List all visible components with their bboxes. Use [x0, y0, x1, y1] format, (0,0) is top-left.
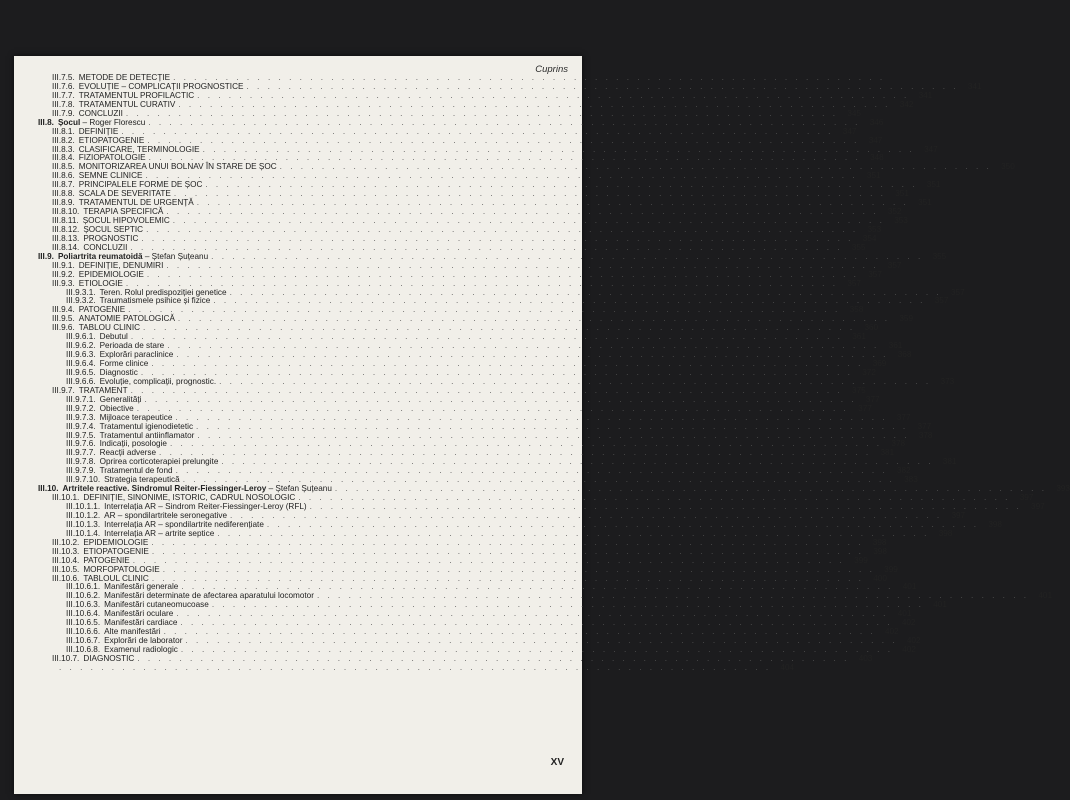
toc-entry-title-text: Reacții adverse [99, 448, 157, 458]
toc-entry-number: III.8.8. [52, 189, 75, 199]
dot-leader: . . . . . . . . . . . . . . . . . . . . . . . . . . . . . . . . . . . . . . . . . . . . . . . . . . . . . . . . . . . . . . . . . . . . [219, 376, 932, 386]
toc-entry-number: III.8.9. [52, 198, 75, 208]
dot-leader: . . . . . . . . . . . . . . . . . . . . . . . . . . . . . . . . . . . . . . . . . . . . . . . . . . . . . . . . . . . . . . . . . . . . [309, 502, 1022, 511]
toc-entry-page-number: 351 [926, 180, 941, 190]
dot-leader: . . . . . . . . . . . . . . . . . . . . . . . . . . . . . . . . . . . . . . . . . . . . . . . . . . . . . . . . . . . . . . . . . . . . [211, 251, 924, 261]
toc-entry-number: III.7.5. [52, 73, 75, 82]
toc-entry-page-number: 358 [849, 305, 864, 315]
dot-leader: . . . . . . . . . . . . . . . . . . . . . . . . . . . . . . . . . . . . . . . . . . . . . . . . . . . . . . . . . . . . . . . . . . . . [148, 153, 861, 163]
toc-entry-title-text: Manifestări determinate de afectarea aparatului locomotor [104, 591, 314, 601]
toc-entry-title-text: PRINCIPALELE FORME DE ȘOC [78, 180, 203, 190]
toc-entry-number: III.8.10. [52, 207, 80, 217]
dot-leader: . . . . . . . . . . . . . . . . . . . . . . . . . . . . . . . . . . . . . . . . . . . . . . . . . . . . . . . . . . . . . . . . . . . . [279, 162, 992, 172]
toc-entry-page-number: 375 [852, 385, 866, 395]
dot-leader: . . . . . . . . . . . . . . . . . . . . . . . . . . . . . . . . . . . . . . . . . . . . . . . . . . . . . . . . . . . . . . . . . . . . [197, 90, 910, 100]
toc-entry-title-text: TRATAMENTUL CURATIV [78, 99, 176, 109]
toc-entry-number: III.8.11. [52, 216, 79, 225]
toc-entry-title-text: TABLOU CLINIC [78, 323, 141, 333]
toc-entry-title-text: PATOGENIE [83, 555, 130, 565]
dot-leader: . . . . . . . . . . . . . . . . . . . . . . . . . . . . . . . . . . . . . . . . . . . . . . . . . . . . . . . . . . . . . . . . . . . . [141, 233, 854, 243]
toc-entry-number: III.9.4. [52, 305, 75, 315]
toc-entry-number: III.9.3.1. [66, 287, 96, 297]
toc-entry-number: III.9.7.6. [66, 439, 96, 449]
toc-entry-title-text: ETIOPATOGENIE [83, 546, 149, 556]
toc-entry-page-number: 400 [873, 573, 887, 583]
dot-leader: . . . . . . . . . . . . . . . . . . . . . . . . . . . . . . . . . . . . . . . . . . . . . . . . . . . . . . . . . . . . . . . . . . . . [136, 403, 849, 413]
toc-entry-title-text: ETIOPATOGENIE [78, 135, 145, 145]
running-header: Cuprins [535, 64, 568, 75]
toc-entry-page-number: 393 [1056, 484, 1070, 494]
dot-leader: . . . . . . . . . . . . . . . . . . . . . . . . . . . . . . . . . . . . . . . . . . . . . . . . . . . . . . . . . . . . . . . . . . . . [151, 546, 864, 556]
toc-entry-number: III.9.6.6. [66, 376, 96, 386]
dot-leader: . . . . . . . . . . . . . . . . . . . . . . . . . . . . . . . . . . . . . . . . . . . . . . . . . . . . . . . . . . . . . . . . . . . . [202, 144, 915, 154]
toc-entry-page-number: 402 [885, 627, 899, 637]
toc-entry-page-number: 398 [873, 546, 887, 556]
toc-entry-title-text: EPIDEMIOLOGIE [78, 269, 144, 279]
dot-leader: . . . . . . . . . . . . . . . . . . . . . . . . . . . . . . . . . . . . . . . . . . . . . . . . . . . . . . . . . . . . . . . . . . . . [316, 591, 1030, 601]
toc-entry-title-text: FIZIOPATOLOGIE [78, 153, 146, 163]
toc-entry-page-number: 347 [868, 135, 883, 145]
dot-leader: . . . . . . . . . . . . . . . . . . . . . . . . . . . . . . . . . . . . . . . . . . . . . . . . . . . . . . . . . . . . . . . . . . . . [166, 260, 879, 270]
toc-entry-number: III.9.7.8. [66, 457, 96, 467]
toc-entry-title-text: PATOGENIE [78, 305, 126, 315]
toc-entry-title-text: TERAPIA SPECIFICĂ [83, 207, 164, 217]
toc-entry-page-number: 357 [868, 269, 882, 279]
toc-entry-page-number: 351 [895, 189, 909, 199]
toc-entry-title-text: Debutul [99, 332, 128, 342]
dot-leader: . . . . . . . . . . . . . . . . . . . . . . . . . . . . . . . . . . . . . . . . . . . . . . . . . . . . . . . . . . . . . . . . . . . . [128, 305, 841, 315]
toc-entry-number: III.7.7. [52, 90, 75, 100]
toc-entry-title-text: Perioada de stare [99, 341, 165, 351]
dot-leader: . . . . . . . . . . . . . . . . . . . . . . . . . . . . . . . . . . . . . . . . . . . . . . . . . . . . . . . . . . . . . . . . . . . . [137, 653, 850, 663]
toc-entry-number: III.8.6. [52, 171, 75, 181]
toc-entry-number: III.8.4. [52, 153, 75, 163]
dot-leader: . . . . . . . . . . . . . . . . . . . . . . . . . . . . . . . . . . . . . . . . . . . . . . . . . . . . . . . . . . . . . . . . . . . . [205, 180, 918, 190]
dot-leader: . . . . . . . . . . . . . . . . . . . . . . . . . . . . . . . . . . . . . . . . . . . . . . . . . . . . . . . . . . . . . . . . . . . . [334, 484, 1047, 494]
toc-entry-author: – Roger Florescu [80, 117, 146, 127]
toc-entry-number: III.10.6.8. [66, 645, 101, 654]
toc-entry-number: III.8. [38, 117, 54, 127]
toc-entry-title-text: ANATOMIE PATOLOGICĂ [78, 314, 175, 324]
toc-entry-number: III.7.8. [52, 99, 75, 109]
toc-entry-title-text: Artritele reactive. Sindromul Reiter-Fiessinger-Leroy [62, 484, 267, 494]
toc-entry-number: III.9.6.3. [66, 350, 96, 360]
dot-leader: . . . . . . . . . . . . . . . . . . . . . . . . . . . . . . . . . . . . . . . . . . . . . . . . . . . . . . . . . . . . . . . . . . . . [151, 359, 864, 368]
toc-entry-page-number: 351 [918, 198, 932, 208]
toc-entry-number: III.9.7.9. [66, 466, 96, 476]
toc-entry-number: III.9.6. [52, 323, 75, 333]
dot-leader: . . . . . . . . . . . . . . . . . . . . . . . . . . . . . . . . . . . . . . . . . . . . . . . . . . . . . . . . . . . . . . . . . . . . [213, 296, 926, 306]
toc-entry-title-text: Tratamentul de fond [99, 466, 173, 476]
toc-entry-page-number: 350 [1001, 162, 1015, 172]
dot-leader: . . . . . . . . . . . . . . . . . . . . . . . . . . . . . . . . . . . . . . . . . . . . . . . . . . . . . . . . . . . . . . . . . . . . [132, 555, 845, 565]
toc-entry-number: III.8.7. [52, 180, 75, 190]
toc-entry-title-text: Teren. Rolul predispoziției genetice [99, 287, 227, 297]
toc-entry-number: III.9.1. [52, 260, 75, 270]
toc-entry-page-number: 353 [894, 216, 908, 225]
toc-entry-title-text: Șocul [57, 117, 81, 127]
dot-leader: . . . . . . . . . . . . . . . . . . . . . . . . . . . . . . . . . . . . . . . . . . . . . . . . . . . . . . . . . . . . . . . . . . . . [180, 645, 893, 654]
dot-leader: . . . . . . . . . . . . . . . . . . . . . . . . . . . . . . . . . . . . . . . . . . . . . . . . . . . . . . . . . . . . . . . . . . . . [185, 636, 898, 646]
toc-entry-page-number: 357 [887, 260, 902, 270]
dot-leader: . . . . . . . . . . . . . . . . . . . . . . . . . . . . . . . . . . . . . . . . . . . . . . . . . . . . . . . . . . . . . . . . . . . . [151, 573, 864, 583]
toc-entry-title-text: TABLOUL CLINIC [83, 573, 149, 583]
toc-entry-page-number: 342 [899, 99, 914, 109]
toc-entry-number: III.9.7.3. [66, 412, 96, 422]
toc-entry-page-number: 397 [951, 510, 966, 520]
toc-entry-page-number: 398 [938, 528, 953, 538]
toc-entry-number: III.7.6. [52, 81, 75, 91]
toc-entry-page-number: 347 [924, 144, 938, 154]
dot-leader: . . . . . . . . . . . . . . . . . . . . . . . . . . . . . . . . . . . . . . . . . . . . . . . . . . . . . . . . . . . . . . . . . . . . [196, 421, 909, 431]
toc-entry-number: III.10.6.4. [66, 609, 101, 619]
toc-entry-title-text: TRATAMENTUL PROFILACTIC [78, 90, 195, 100]
toc-entry-number: III.10.3. [52, 546, 80, 556]
dot-leader: . . . . . . . . . . . . . . . . . . . . . . . . . . . . . . . . . . . . . . . . . . . . . . . . . . . . . . . . . . . . . . . . . . . . [177, 314, 891, 324]
toc-entry-number: III.9.6.2. [66, 341, 96, 351]
toc-entry-number: III.10.1.4. [66, 528, 101, 538]
toc-entry-title-text: Forme clinice [99, 359, 149, 368]
dot-leader: . . . . . . . . . . . . . . . . . . . . . . . . . . . . . . . . . . . . . . . . . . . . . . . . . . . . . . . . . . . . . . . . . . . . [59, 662, 772, 672]
toc-entry-page-number: 377 [865, 394, 880, 404]
toc-entry-title-text: Traumatismele psihice și fizice [99, 296, 211, 306]
dot-leader: . . . . . . . . . . . . . . . . . . . . . . . . . . . . . . . . . . . . . . . . . . . . . . . . . . . . . . . . . . . . . . . . . . . . [130, 385, 843, 395]
toc-entry-title-text: Interrelația AR – spondilartrite nediferențiate [104, 519, 264, 529]
toc-entry-title-text: SCALA DE SEVERITATE [78, 189, 171, 199]
toc-entry-title-text: Tratamentul igienodietetic [99, 421, 194, 431]
toc-entry-number: III.9.7.2. [66, 403, 96, 413]
dot-leader: . . . . . . . . . . . . . . . . . . . . . . . . . . . . . . . . . . . . . . . . . . . . . . . . . . . . . . . . . . . . . . . . . . . . [159, 448, 872, 458]
dot-leader: . . . . . . . . . . . . . . . . . . . . . . . . . . . . . . . . . . . . . . . . . . . . . . . . . . . . . . . . . . . . . . . . . . . . [121, 126, 834, 136]
toc-entry-page-number: 383 [904, 475, 918, 485]
toc-entry-title-text: Manifestări cardiace [104, 618, 178, 628]
toc-entry-title-text: DEFINIȚIE [78, 126, 119, 136]
toc-entry-page-number: 398 [872, 537, 887, 547]
toc-entry-title-text: ȘOCUL HIPOVOLEMIC [82, 216, 170, 225]
toc-entry-page-number: 399 [884, 564, 898, 574]
toc-entry-page-number: 401 [1038, 591, 1053, 601]
toc-entry-number: III.9.6.5. [66, 367, 96, 377]
toc-entry-number: III.9.6.1. [66, 332, 96, 342]
dot-leader: . . . . . . . . . . . . . . . . . . . . . . . . . . . . . . . . . . . . . . . . . . . . . . . . . . . . . . . . . . . . . . . . . . . . [175, 412, 888, 422]
toc-entry-title-text: Examenul radiologic [104, 645, 178, 654]
toc-entry-number: III.9.5. [52, 314, 75, 324]
toc-entry-number: III.10.5. [52, 564, 80, 574]
toc-entry-number: III.10.1.2. [66, 510, 101, 520]
toc-entry-page-number: 402 [902, 645, 916, 654]
toc-entry-page-number: 353 [867, 224, 882, 234]
toc-entry-page-number: 381 [942, 457, 957, 467]
dot-leader: . . . . . . . . . . . . . . . . . . . . . . . . . . . . . . . . . . . . . . . . . . . . . . . . . . . . . . . . . . . . . . . . . . . . [151, 537, 864, 547]
toc-entry-page-number: 361 [888, 341, 903, 351]
toc-entry-title-text: PROGNOSTIC [83, 233, 139, 243]
dot-leader: . . . . . . . . . . . . . . . . . . . . . . . . . . . . . . . . . . . . . . . . . . . . . . . . . . . . . . . . . . . . . . . . . . . . [125, 108, 838, 118]
toc-entry-title-text: SEMNE CLINICE [78, 171, 143, 181]
toc-entry-title-text: DEFINIȚIE, SINONIME, ISTORIC, CADRUL NOSOLOGIC [83, 493, 296, 503]
toc-entry-page-number: 341 [967, 81, 982, 91]
dot-leader: . . . . . . . . . . . . . . . . . . . . . . . . . . . . . . . . . . . . . . . . . . . . . . . . . . . . . . . . . . . . . . . . . . . . [125, 278, 838, 288]
toc-entry-title-text: TRATAMENT [78, 385, 128, 395]
toc-entry-title-text: EVOLUȚIE – COMPLICAȚII PROGNOSTICE [78, 81, 244, 91]
toc-entry-title-text: Indicații, posologie [99, 439, 167, 449]
dot-leader: . . . . . . . . . . . . . . . . . . . . . . . . . . . . . . . . . . . . . . . . . . . . . . . . . . . . . . . . . . . . . . . . . . . . [229, 287, 942, 297]
toc-entry-page-number: 346 [869, 117, 884, 127]
dot-leader: . . . . . . . . . . . . . . . . . . . . . . . . . . . . . . . . . . . . . . . . . . . . . . . . . . . . . . . . . . . . . . . . . . . . [143, 323, 856, 333]
toc-entry-number: III.10.1.1. [66, 502, 101, 511]
toc-entry-number: III.8.3. [52, 144, 75, 154]
dot-leader: . . . . . . . . . . . . . . . . . . . . . . . . . . . . . . . . . . . . . . . . . . . . . . . . . . . . . . . . . . . . . . . . . . . . [144, 394, 857, 404]
toc-entry-title-text: Mijloace terapeutice [99, 412, 173, 422]
dot-leader: . . . . . . . . . . . . . . . . . . . . . . . . . . . . . . . . . . . . . . . . . . . . . . . . . . . . . . . . . . . . . . . . . . . . [167, 341, 880, 351]
dot-leader: . . . . . . . . . . . . . . . . . . . . . . . . . . . . . . . . . . . . . . . . . . . . . . . . . . . . . . . . . . . . . . . . . . . . [173, 73, 886, 82]
dot-leader: . . . . . . . . . . . . . . . . . . . . . . . . . . . . . . . . . . . . . . . . . . . . . . . . . . . . . . . . . . . . . . . . . . . . [130, 242, 843, 252]
toc-entry-title-text: CLASIFICARE, TERMINOLOGIE [78, 144, 200, 154]
toc-entry-page-number: 345 [847, 108, 861, 118]
dot-leader: . . . . . . . . . . . . . . . . . . . . . . . . . . . . . . . . . . . . . . . . . . . . . . . . . . . . . . . . . . . . . . . . . . . . [146, 269, 859, 279]
toc-entry-title-text: Generalități [99, 394, 142, 404]
toc-entry-page-number: 372 [862, 367, 876, 377]
toc-entry-number: III.10.6.3. [66, 600, 101, 610]
toc-entry-page-number: 402 [901, 618, 916, 628]
toc-entry-number: III.10.6.5. [66, 618, 101, 628]
toc-entry-page-number: 377 [917, 421, 932, 431]
toc-entry-page-number: 354 [862, 233, 877, 243]
toc-entry-author: – Ștefan Șuțeanu [266, 484, 332, 494]
toc-entry-title-text: ETIOLOGIE [78, 278, 123, 288]
dot-leader: . . . . . . . . . . . . . . . . . . . . . . . . . . . . . . . . . . . . . . . . . . . . . . . . . . . . . . . . . . . . . . . . . . . . [130, 332, 843, 342]
dot-leader: . . . . . . . . . . . . . . . . . . . . . . . . . . . . . . . . . . . . . . . . . . . . . . . . . . . . . . . . . . . . . . . . . . . . [197, 430, 910, 440]
toc-entry-title-text: Obiective [99, 403, 134, 413]
toc-entry-page-number: 360 [864, 323, 879, 333]
toc-entry-title-text: EPIDEMIOLOGIE [83, 537, 149, 547]
toc-entry-number: III.10.6.7. [66, 636, 101, 646]
toc-entry-number: III.10.7. [52, 653, 80, 663]
toc-entry-title-text: DEFINIȚIE, DENUMIRI [78, 260, 164, 270]
toc-entry-title-text: Evoluție, complicații, prognostic. [99, 376, 217, 386]
dot-leader: . . . . . . . . . . . . . . . . . . . . . . . . . . . . . . . . . . . . . . . . . . . . . . . . . . . . . . . . . . . . . . . . . . . . [178, 99, 891, 109]
dot-leader: . . . . . . . . . . . . . . . . . . . . . . . . . . . . . . . . . . . . . . . . . . . . . . . . . . . . . . . . . . . . . . . . . . . . [266, 519, 979, 529]
toc-entry-number: III.8.12. [52, 224, 80, 234]
toc-entry-page-number: 347 [842, 126, 857, 136]
toc-entry-page-number: 378 [891, 439, 906, 449]
toc-entry-number: III.8.14. [52, 242, 80, 252]
toc-entry-number: III.9.7. [52, 385, 75, 395]
toc-entry-number: III.9.7.4. [66, 421, 96, 431]
toc-entry-number: III.8.2. [52, 135, 75, 145]
dot-leader: . . . . . . . . . . . . . . . . . . . . . . . . . . . . . . . . . . . . . . . . . . . . . . . . . . . . . . . . . . . . . . . . . . . . [148, 117, 861, 127]
toc-entry-page-number: 403 [858, 653, 873, 663]
toc-entry-page-number: 397 [1031, 502, 1045, 511]
dot-leader: . . . . . . . . . . . . . . . . . . . . . . . . . . . . . . . . . . . . . . . . . . . . . . . . . . . . . . . . . . . . . . . . . . . . [163, 627, 876, 637]
toc-entry-title-text: DIAGNOSTIC [83, 653, 135, 663]
toc-entry-page-number: 357 [934, 296, 949, 306]
dot-leader: . . . . . . . . . . . . . . . . . . . . . . . . . . . . . . . . . . . . . . . . . . . . . . . . . . . . . . . . . . . . . . . . . . . . [147, 135, 860, 145]
toc-entry-title-text: Alte manifestări [104, 627, 161, 637]
dot-leader: . . . . . . . . . . . . . . . . . . . . . . . . . . . . . . . . . . . . . . . . . . . . . . . . . . . . . . . . . . . . . . . . . . . . [166, 207, 879, 217]
toc-entry-number: III.10.6.2. [66, 591, 101, 601]
toc-entry-page-number: 378 [918, 430, 933, 440]
toc-entry-title-text: Interrelația AR – Sindrom Reiter-Fiessinger-Leroy (RFL) [104, 502, 307, 511]
toc-entry-number: III.9.6.4. [66, 359, 96, 368]
toc-entry-number: III.10.6.6. [66, 627, 101, 637]
dot-leader: . . . . . . . . . . . . . . . . . . . . . . . . . . . . . . . . . . . . . . . . . . . . . . . . . . . . . . . . . . . . . . . . . . . . [169, 439, 883, 449]
toc-entry-number: III.9.7.7. [66, 448, 96, 458]
toc-entry-page-number: 361 [852, 332, 866, 342]
toc-entry-page-number: 377 [858, 403, 872, 413]
toc-entry-title-text: Manifestări oculare [104, 609, 174, 619]
toc-entry [38, 662, 795, 673]
toc-entry-page-number: 398 [988, 519, 1002, 529]
toc-entry-title-text: Interrelația AR – artrite septice [104, 528, 215, 538]
toc-entry-number: III.10.6. [52, 573, 80, 583]
toc-entry-number: III.8.1. [52, 126, 75, 136]
toc-entry-title-text: Strategia terapeutică [104, 475, 180, 485]
toc-entry-page-number: 355 [851, 242, 866, 252]
toc-entry-number: III.10.1.3. [66, 519, 101, 529]
toc-entry-title-text: Manifestări cutaneomucoase [104, 600, 209, 610]
dot-leader: . . . . . . . . . . . . . . . . . . . . . . . . . . . . . . . . . . . . . . . . . . . . . . . . . . . . . . . . . . . . . . . . . . . . [217, 528, 930, 538]
toc-entry-number: III.9.2. [52, 269, 75, 279]
toc-entry-number: III.8.13. [52, 233, 80, 243]
toc-entry-title-text: Oprirea corticoterapiei prelungite [99, 457, 219, 467]
dot-leader: . . . . . . . . . . . . . . . . . . . . . . . . . . . . . . . . . . . . . . . . . . . . . . . . . . . . . . . . . . . . . . . . . . . . [221, 457, 934, 467]
toc-entry-title-text: TRATAMENTUL DE URGENȚĂ [78, 198, 194, 208]
toc-entry-page-number: 348 [870, 153, 884, 163]
toc-entry-title-text: Poliartrita reumatoidă [57, 251, 143, 261]
toc-entry-page-number: 369 [872, 359, 887, 368]
toc-entry-title-text: Diagnostic [99, 367, 138, 377]
toc-entry-page-number: 381 [880, 448, 895, 458]
book-page [14, 56, 1070, 794]
toc-entry-page-number: 373 [940, 376, 955, 386]
dot-leader: . . . . . . . . . . . . . . . . . . . . . . . . . . . . . . . . . . . . . . . . . . . . . . . . . . . . . . . . . . . . . . . . . . . . [298, 493, 1011, 503]
toc-entry-number: III.9.7.5. [66, 430, 96, 440]
toc-entry-title-text: Explorări paraclinice [99, 350, 174, 360]
dot-leader: . . . . . . . . . . . . . . . . . . . . . . . . . . . . . . . . . . . . . . . . . . . . . . . . . . . . . . . . . . . . . . . . . . . . [146, 224, 859, 234]
toc-entry-title-text: Explorări de laborator [104, 636, 183, 646]
dot-leader: . . . . . . . . . . . . . . . . . . . . . . . . . . . . . . . . . . . . . . . . . . . . . . . . . . . . . . . . . . . . . . . . . . . . [172, 216, 885, 225]
toc-entry-title-text: Tratamentul antiinflamator [99, 430, 195, 440]
toc-entry-number: III.9.3. [52, 278, 75, 288]
toc-entry-page-number: 382 [897, 466, 911, 476]
dot-leader: . . . . . . . . . . . . . . . . . . . . . . . . . . . . . . . . . . . . . . . . . . . . . . . . . . . . . . . . . . . . . . . . . . . . [145, 171, 858, 181]
toc-entry-number: III.10. [38, 484, 59, 494]
toc-entry-number: III.10.6.1. [66, 582, 101, 592]
toc-entry-number: III.9. [38, 251, 54, 261]
toc-entry-page-number: 404 [780, 662, 795, 672]
toc-entry-number: III.10.4. [52, 555, 80, 565]
toc-entry-title-text: ȘOCUL SEPTIC [83, 224, 144, 234]
dot-leader: . . . . . . . . . . . . . . . . . . . . . . . . . . . . . . . . . . . . . . . . . . . . . . . . . . . . . . . . . . . . . . . . . . . . [176, 609, 889, 619]
toc-entry-page-number: 377 [896, 412, 911, 422]
dot-leader: . . . . . . . . . . . . . . . . . . . . . . . . . . . . . . . . . . . . . . . . . . . . . . . . . . . . . . . . . . . . . . . . . . . . [182, 475, 895, 485]
toc-entry-title-text: AR – spondilartritele seronegative [104, 510, 228, 520]
toc-entry-page-number: 355 [932, 251, 947, 261]
toc-entry-page-number: 402 [906, 636, 921, 646]
toc-entry-title-text: MONITORIZAREA UNUI BOLNAV ÎN STARE DE ȘOC [78, 162, 277, 172]
toc-entry-number: III.9.3.2. [66, 296, 96, 306]
table-of-contents [38, 73, 1070, 673]
toc-entry-page-number: 399 [854, 555, 868, 565]
dot-leader: . . . . . . . . . . . . . . . . . . . . . . . . . . . . . . . . . . . . . . . . . . . . . . . . . . . . . . . . . . . . . . . . . . . . [196, 198, 909, 208]
dot-leader: . . . . . . . . . . . . . . . . . . . . . . . . . . . . . . . . . . . . . . . . . . . . . . . . . . . . . . . . . . . . . . . . . . . . [175, 466, 888, 476]
toc-entry-title-text: MORFOPATOLOGIE [83, 564, 160, 574]
dot-leader: . . . . . . . . . . . . . . . . . . . . . . . . . . . . . . . . . . . . . . . . . . . . . . . . . . . . . . . . . . . . . . . . . . . . [180, 618, 893, 628]
toc-entry-number: III.8.5. [52, 162, 75, 172]
toc-entry-page-number: 401 [897, 609, 912, 619]
toc-entry-page-number: 357 [951, 287, 965, 297]
dot-leader: . . . . . . . . . . . . . . . . . . . . . . . . . . . . . . . . . . . . . . . . . . . . . . . . . . . . . . . . . . . . . . . . . . . . [140, 367, 853, 377]
dot-leader: . . . . . . . . . . . . . . . . . . . . . . . . . . . . . . . . . . . . . . . . . . . . . . . . . . . . . . . . . . . . . . . . . . . . [211, 600, 924, 610]
toc-entry-page-number: 352 [887, 207, 902, 217]
toc-entry-page-number: 397 [1019, 493, 1034, 503]
toc-entry-title-text: Manifestări generale [104, 582, 179, 592]
toc-entry-number: III.10.1. [52, 493, 80, 503]
toc-entry-page-number: 359 [899, 314, 914, 324]
toc-entry-page-number: 357 [847, 278, 861, 288]
toc-entry-title-text: METODE DE DETECȚIE [78, 73, 171, 82]
page-folio: XV [550, 757, 564, 768]
toc-entry-page-number: 401 [933, 600, 947, 610]
dot-leader: . . . . . . . . . . . . . . . . . . . . . . . . . . . . . . . . . . . . . . . . . . . . . . . . . . . . . . . . . . . . . . . . . . . . [162, 564, 875, 574]
toc-entry-page-number: 341 [918, 90, 933, 100]
toc-entry-page-number: 401 [902, 582, 917, 592]
dot-leader: . . . . . . . . . . . . . . . . . . . . . . . . . . . . . . . . . . . . . . . . . . . . . . . . . . . . . . . . . . . . . . . . . . . . [246, 81, 959, 91]
toc-entry-number: III.7.9. [52, 108, 75, 118]
dot-leader: . . . . . . . . . . . . . . . . . . . . . . . . . . . . . . . . . . . . . . . . . . . . . . . . . . . . . . . . . . . . . . . . . . . . [181, 582, 894, 592]
toc-entry-number: III.9.7.1. [66, 394, 96, 404]
toc-entry-number: III.10.2. [52, 537, 80, 547]
toc-entry-title-text: CONCLUZII [78, 108, 123, 118]
toc-entry-page-number: 368 [897, 350, 912, 360]
dot-leader: . . . . . . . . . . . . . . . . . . . . . . . . . . . . . . . . . . . . . . . . . . . . . . . . . . . . . . . . . . . . . . . . . . . . [173, 189, 886, 199]
toc-entry-page-number: 351 [866, 171, 881, 181]
toc-entry-author: – Ștefan Șuțeanu [142, 251, 209, 261]
toc-entry-title-text: CONCLUZII [83, 242, 128, 252]
dot-leader: . . . . . . . . . . . . . . . . . . . . . . . . . . . . . . . . . . . . . . . . . . . . . . . . . . . . . . . . . . . . . . . . . . . . [176, 350, 889, 360]
dot-leader: . . . . . . . . . . . . . . . . . . . . . . . . . . . . . . . . . . . . . . . . . . . . . . . . . . . . . . . . . . . . . . . . . . . . [230, 510, 943, 520]
toc-entry-number: III.9.7.10. [66, 475, 101, 485]
